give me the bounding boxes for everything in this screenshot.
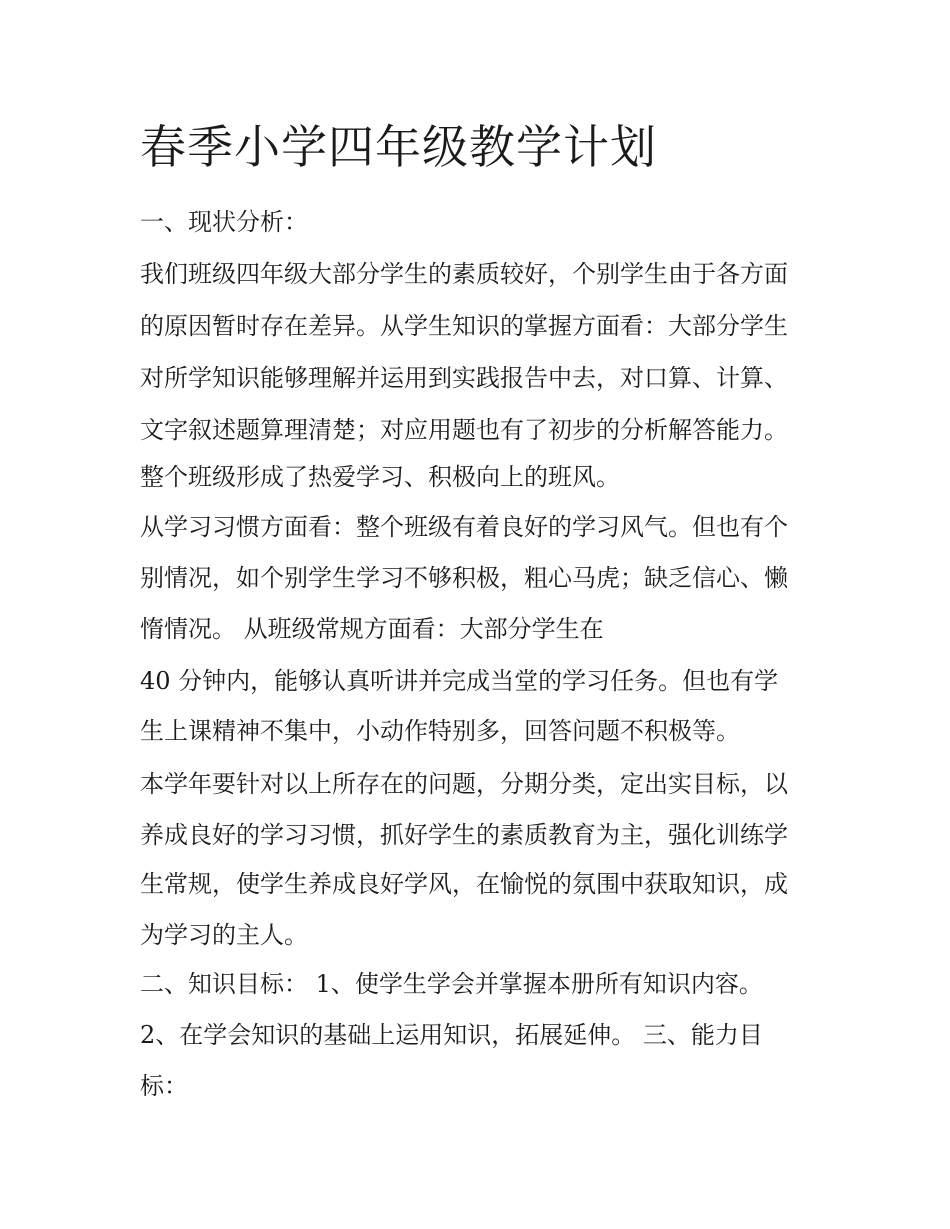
text-line: 从学习习惯方面看：整个班级有着良好的学习风气。但也有个 (140, 513, 788, 541)
text-line: 对所学知识能够理解并运用到实践报告中去，对口算、计算、 (140, 364, 788, 392)
text-line: 生上课精神不集中，小动作特别多，回答问题不积极等。 (140, 717, 740, 745)
text-line: 惰情况。 从班级常规方面看：大部分学生在 (140, 615, 604, 643)
text-line: 整个班级形成了热爱学习、积极向上的班风。 (140, 463, 620, 491)
text-line: 二、知识目标： 1、使学生学会并掌握本册所有知识内容。 (140, 970, 763, 998)
text-line: 别情况，如个别学生学习不够积极，粗心马虎；缺乏信心、懒 (140, 564, 788, 592)
text-line: 文字叙述题算理清楚；对应用题也有了初步的分析解答能力。 (140, 416, 788, 444)
text-line: 标： (140, 1072, 188, 1100)
text-line: 一、现状分析： (140, 208, 308, 236)
text-line: 为学习的主人。 (140, 921, 308, 949)
text-line: 40 分钟内，能够认真听讲并完成当堂的学习任务。但也有学 (140, 667, 779, 695)
text-line: 的原因暂时存在差异。从学生知识的掌握方面看：大部分学生 (140, 312, 788, 340)
document-title: 春季小学四年级教学计划 (140, 120, 657, 174)
text-line: 2、在学会知识的基础上运用知识，拓展延伸。 三、能力目 (140, 1021, 763, 1049)
text-line: 本学年要针对以上所存在的问题，分期分类，定出实目标，以 (140, 770, 788, 798)
text-line: 养成良好的学习习惯，抓好学生的素质教育为主，强化训练学 (140, 821, 788, 849)
text-line: 我们班级四年级大部分学生的素质较好，个别学生由于各方面 (140, 260, 788, 288)
text-line: 生常规，使学生养成良好学风，在愉悦的氛围中获取知识，成 (140, 870, 788, 898)
